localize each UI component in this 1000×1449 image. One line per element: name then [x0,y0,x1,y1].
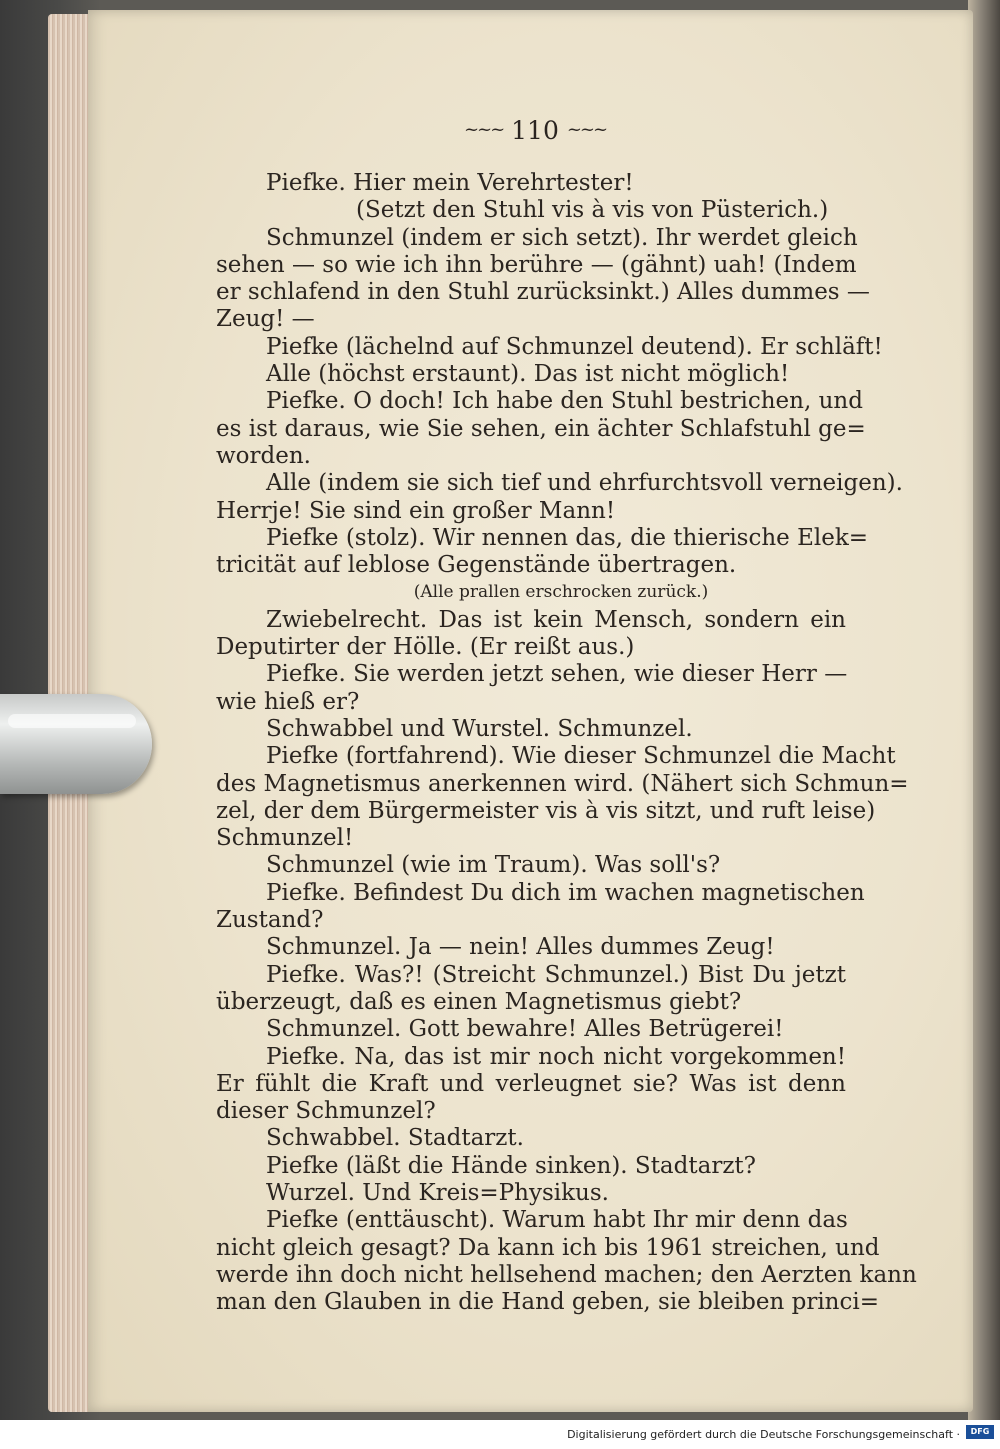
text-line: sehen — so wie ich ihn berühre — (gähnt) uah! (Indem [216,251,857,278]
text-line: (Setzt den Stuhl vis à vis von Püsterich.) [356,197,829,224]
text-line: Piefke. Hier mein Verehrtester! [266,170,634,196]
text-line: Piefke (stolz). Wir nennen das, die thierische Elek= [266,524,869,551]
text-line: Alle (höchst erstaunt). Das ist nicht möglich! [266,361,790,388]
text-line: Piefke (lächelnd auf Schmunzel deutend). Er schläft! [266,333,883,360]
glass-clamp-highlight [8,714,136,728]
text-line: Er fühlt die Kraft und verleugnet sie? Was ist denn [216,1070,846,1097]
text-line: überzeugt, daß es einen Magnetismus giebt? [216,988,742,1015]
page-text [216,170,917,1316]
text-line: dieser Schmunzel? [216,1098,436,1125]
text-line: Schwabbel und Wurstel. Schmunzel. [266,715,693,742]
text-line: Schmunzel. Gott bewahre! Alles Betrügerei! [266,1016,784,1043]
text-line: worden. [216,442,311,469]
text-line: tricität auf leblose Gegenstände übertragen. [216,552,737,579]
ornament-left: ~~~ [463,119,504,140]
text-line: Schmunzel. Ja — nein! Alles dummes Zeug! [266,934,775,961]
text-line: Piefke (enttäuscht). Warum habt Ihr mir denn das [266,1207,848,1234]
text-line: Schmunzel! [216,825,354,852]
text-line: zel, der dem Bürgermeister vis à vis sitzt, und ruft leise) [216,797,876,824]
text-line: Alle (indem sie sich tief und ehrfurchtsvoll verneigen). [266,470,903,497]
text-line: Zwiebelrecht. Das ist kein Mensch, sondern ein [266,606,846,633]
dfg-logo: DFG [966,1425,994,1439]
text-line: Piefke. O doch! Ich habe den Stuhl bestrichen, und [266,388,863,415]
text-line: Piefke. Was?! (Streicht Schmunzel.) Bist Du jetzt [266,961,846,988]
text-line: es ist daraus, wie Sie sehen, ein ächter Schlafstuhl ge= [216,415,866,442]
text-line: Wurzel. Und Kreis=Physikus. [266,1179,609,1206]
text-line: Deputirter der Hölle. (Er reißt aus.) [216,634,635,661]
text-line: Herrje! Sie sind ein großer Mann! [216,497,616,524]
text-line: man den Glauben in die Hand geben, sie bleiben princi= [216,1289,880,1316]
text-line: Schwabbel. Stadtarzt. [266,1125,524,1152]
text-line: Piefke. Sie werden jetzt sehen, wie dieser Herr — [266,661,848,688]
page-number: 110 [511,116,559,145]
text-line: Piefke (läßt die Hände sinken). Stadtarzt? [266,1152,757,1179]
text-line: Piefke. Na, das ist mir noch nicht vorgekommen! [266,1043,846,1070]
ornament-right: ~~~ [566,119,607,140]
text-line: er schlafend in den Stuhl zurücksinkt.) Alles dummes — [216,279,870,306]
text-line: Piefke. Befindest Du dich im wachen magnetischen [266,879,865,906]
text-line: wie hieß er? [216,688,360,715]
text-line: (Alle prallen erschrocken zurück.) [413,582,709,603]
text-line: Schmunzel (wie im Traum). Was soll's? [266,852,721,879]
glass-page-clamp [0,694,152,794]
text-line: werde ihn doch nicht hellsehend machen; den Aerzten kann [216,1261,917,1288]
text-line: Zeug! — [216,306,315,333]
running-head [440,116,630,150]
text-line: Piefke (fortfahrend). Wie dieser Schmunzel die Macht [266,743,896,770]
text-line: des Magnetismus anerkennen wird. (Nähert sich Schmun= [216,770,909,797]
footer-credit: Digitalisierung gefördert durch die Deutsche Forschungsgemeinschaft · [567,1428,960,1441]
text-line: Zustand? [216,907,324,934]
text-line: Schmunzel (indem er sich setzt). Ihr werdet gleich [266,224,858,251]
text-line: nicht gleich gesagt? Da kann ich bis 1961 streichen, und [216,1234,880,1261]
